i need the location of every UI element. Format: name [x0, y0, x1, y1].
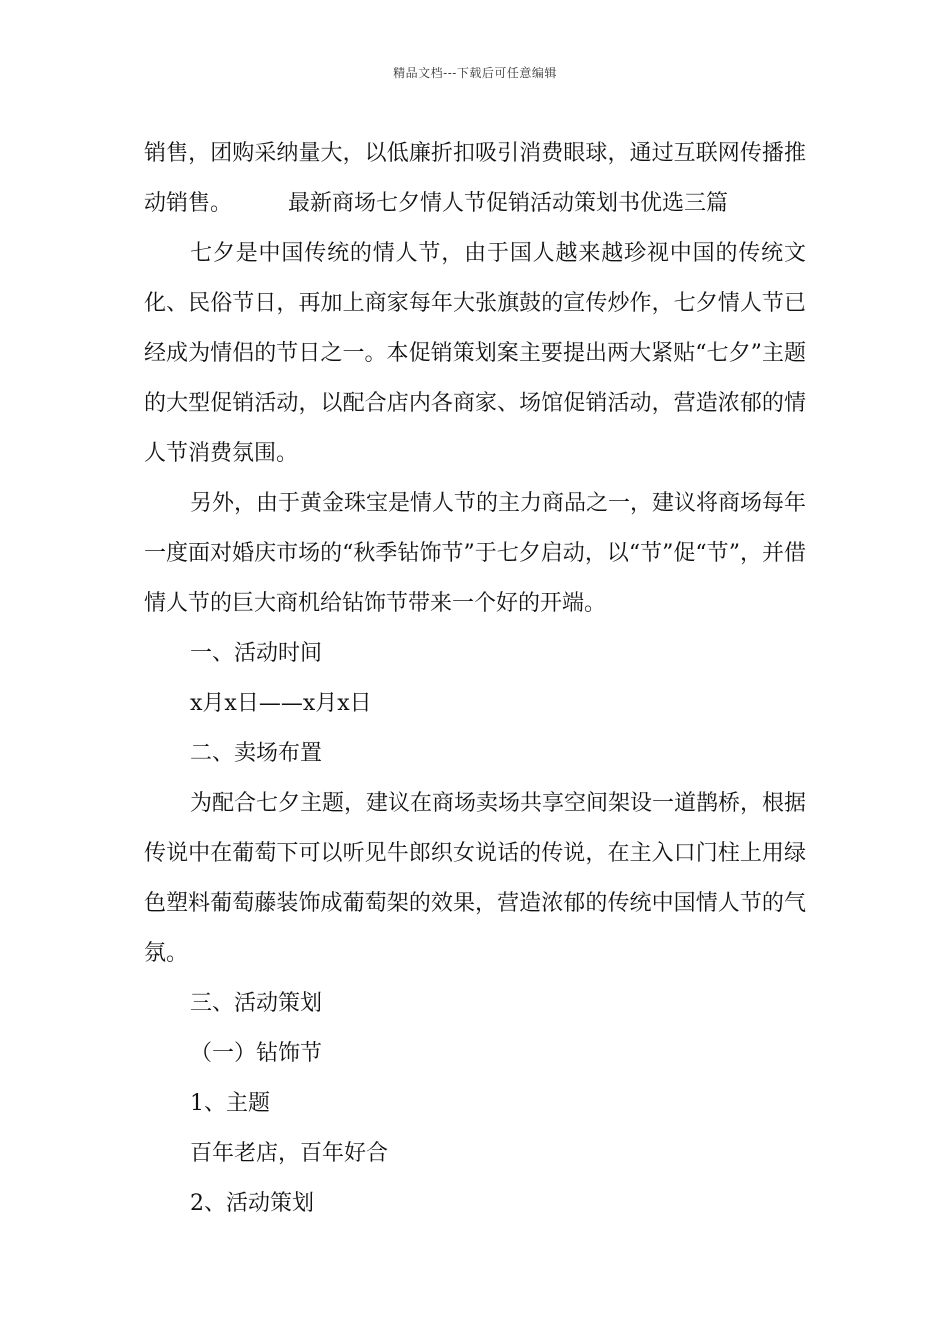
page-header: 精品文档---下载后可任意编辑: [393, 66, 557, 80]
document-title: 最新商场七夕情人节促销活动策划书优选三篇: [288, 191, 729, 216]
document-body: [144, 129, 806, 1229]
item-heading-planning: 2、活动策划: [190, 1191, 314, 1216]
theme-text: 百年老店，百年好合: [190, 1141, 389, 1166]
activity-date: x月x日——x月x日: [190, 691, 372, 716]
paragraph-layout: 为配合七夕主题，建议在商场卖场共享空间架设一道鹊桥，根据传说中在葡萄下可以听见牛郎织女说话的传说，在主入口门柱上用绿色塑料葡萄藤装饰成葡萄架的效果，营造浓郁的传统中国情人节的气氛。: [144, 791, 807, 966]
paragraph-text: 销售，团购采纳量大，以低廉折扣吸引消费眼球，通过互联网传播推动销售。: [144, 141, 806, 216]
section-heading-planning: 三、活动策划: [190, 991, 323, 1016]
paragraph-jewelry: 另外，由于黄金珠宝是情人节的主力商品之一，建议将商场每年一度面对婚庆市场的“秋季钻饰节”于七夕启动，以“节”促“节”，并借情人节的巨大商机给钻饰节带来一个好的开端。: [144, 491, 807, 616]
item-heading-theme: 1、主题: [190, 1091, 270, 1116]
subsection-heading-diamond: （一）钻饰节: [190, 1041, 323, 1066]
paragraph-qixi-intro: 七夕是中国传统的情人节，由于国人越来越珍视中国的传统文化、民俗节日，再加上商家每年大张旗鼓的宣传炒作，七夕情人节已经成为情侣的节日之一。本促销策划案主要提出两大紧贴“七夕”主题的大型促销活动，以配合店内各商家、场馆促销活动，营造浓郁的情人节消费氛围。: [144, 241, 806, 466]
paragraph-intro-continued: [144, 129, 806, 229]
section-heading-time: 一、活动时间: [190, 641, 323, 666]
section-heading-layout: 二、卖场布置: [190, 741, 323, 766]
